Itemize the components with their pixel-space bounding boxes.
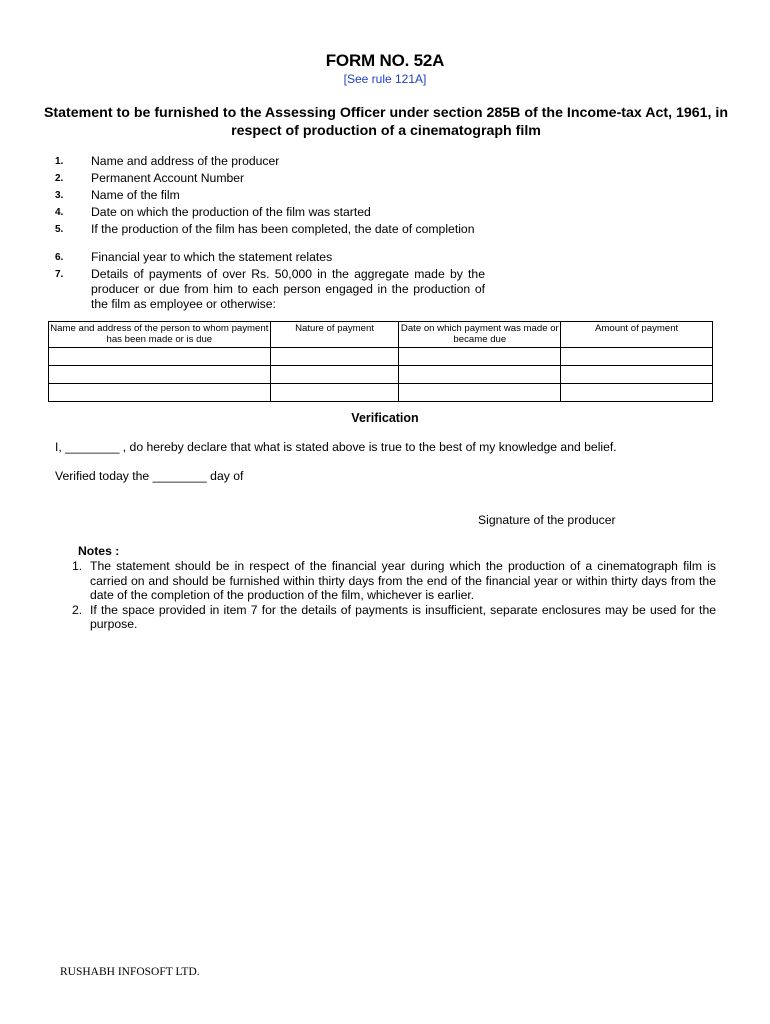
table-header-row [49, 322, 713, 348]
item-number: 7. [55, 269, 64, 280]
table-row [49, 384, 713, 402]
note-number: 2. [72, 602, 83, 617]
item-text: Details of payments of over Rs. 50,000 in the aggregate made by the producer or due from him to each person engaged in the production of the film as employee or otherwise: [91, 267, 485, 311]
item-number: 2. [55, 173, 64, 184]
note-text: The statement should be in respect of the financial year during which the production of a cinematograph film is carried on and should be furnished within thirty days from the end of the financial year or within thirty days from the date of the completion of the production of the film, whichever is earlier. [90, 559, 716, 602]
form-title: FORM NO. 52A [325, 51, 445, 70]
table-cell[interactable] [561, 366, 713, 384]
notes-title: Notes : [78, 544, 120, 558]
notes-list [72, 559, 716, 632]
signature-label: Signature of the producer [478, 513, 616, 527]
header-nature: Nature of payment [270, 322, 399, 348]
rule-reference: [See rule 121A] [343, 72, 427, 86]
table-row [49, 348, 713, 366]
statement-heading: Statement to be furnished to the Assessing Officer under section 285B of the Income-tax Act, 1961, in respect of production of a cinematograph film [43, 105, 729, 139]
table-cell[interactable] [270, 348, 399, 366]
item-number: 3. [55, 190, 64, 201]
payments-table [48, 321, 713, 402]
verification-title: Verification [351, 411, 419, 425]
table-cell[interactable] [561, 384, 713, 402]
table-cell[interactable] [399, 348, 561, 366]
footer-publisher: RUSHABH INFOSOFT LTD. [60, 966, 200, 978]
header-name-address: Name and address of the person to whom payment has been made or is due [49, 322, 271, 348]
note-number: 1. [72, 559, 83, 573]
header-date: Date on which payment was made or became due [399, 322, 561, 348]
item-text: Permanent Account Number [91, 171, 245, 185]
note-item [72, 559, 716, 603]
item-number: 6. [55, 252, 64, 263]
item-number: 5. [55, 224, 64, 235]
verified-date-text: Verified today the ________ day of [55, 469, 244, 483]
table-cell[interactable] [270, 384, 399, 402]
item-text: Name of the film [91, 188, 180, 202]
table-cell[interactable] [270, 366, 399, 384]
declaration-text: I, ________ , do hereby declare that what is stated above is true to the best of my knowledge and belief. [55, 440, 617, 454]
table-cell[interactable] [399, 384, 561, 402]
item-number: 1. [55, 156, 64, 167]
item-number: 4. [55, 207, 64, 218]
item-text: If the production of the film has been completed, the date of completion [91, 222, 475, 236]
table-cell[interactable] [399, 366, 561, 384]
table-cell[interactable] [49, 348, 271, 366]
header-amount: Amount of payment [561, 322, 713, 348]
item-text: Date on which the production of the film was started [91, 205, 371, 219]
table-row [49, 366, 713, 384]
note-item [72, 603, 716, 632]
item-text: Financial year to which the statement relates [91, 250, 333, 264]
note-text: If the space provided in item 7 for the details of payments is insufficient, separate enclosures may be used for the purpose. [90, 602, 716, 631]
table-cell[interactable] [49, 366, 271, 384]
item-text: Name and address of the producer [91, 154, 280, 168]
table-cell[interactable] [49, 384, 271, 402]
table-cell[interactable] [561, 348, 713, 366]
